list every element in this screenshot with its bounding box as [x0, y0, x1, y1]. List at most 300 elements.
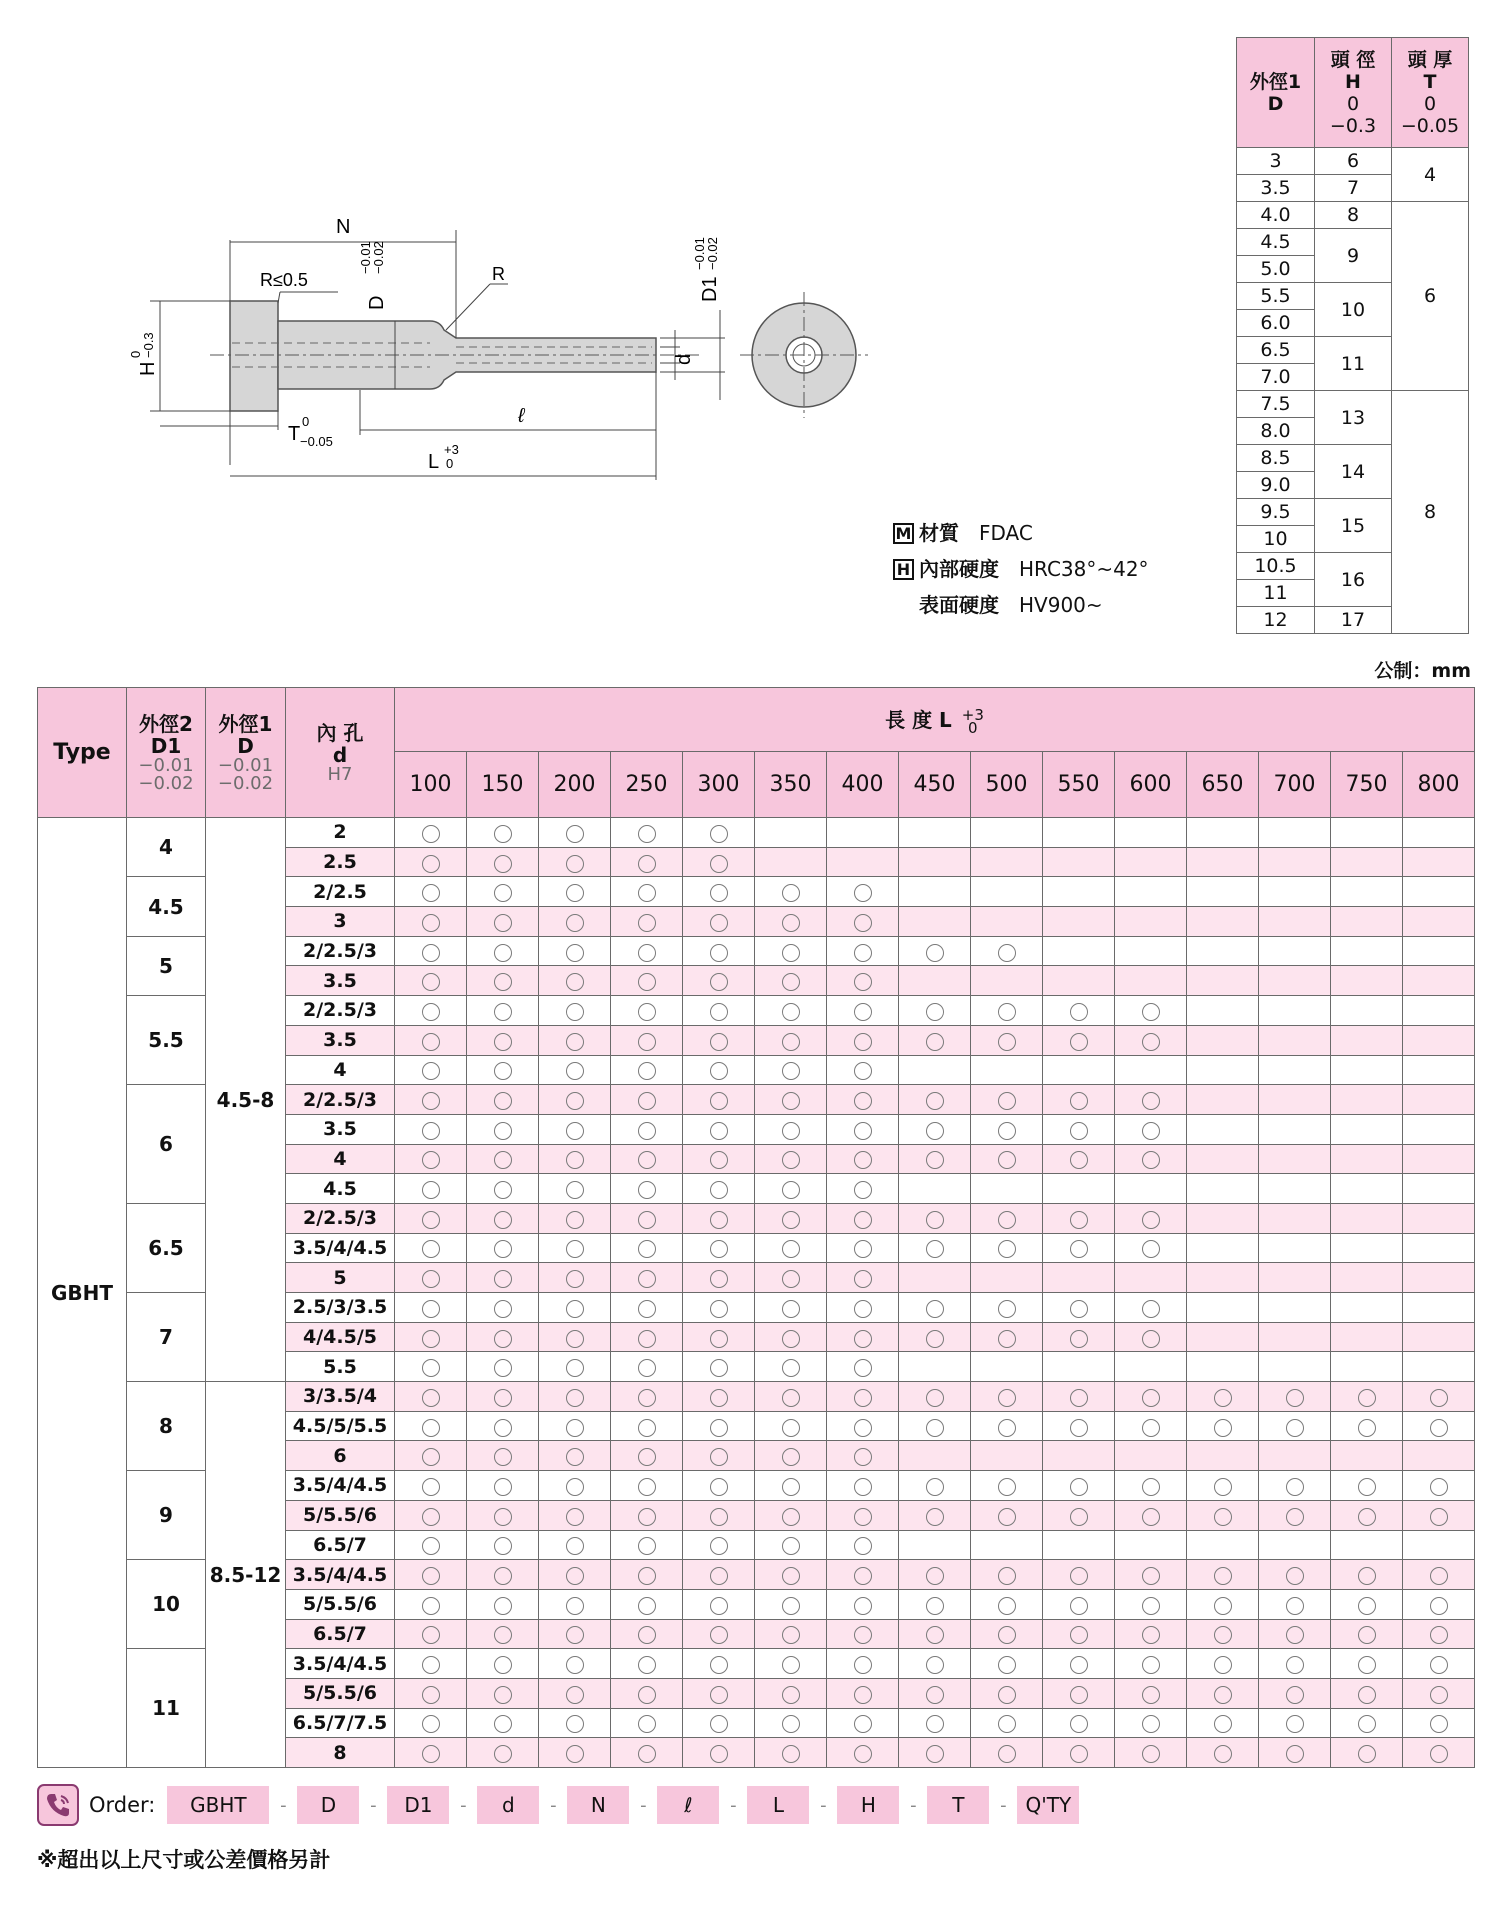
available-mark — [998, 944, 1016, 962]
availability-cell — [1115, 1560, 1187, 1590]
available-mark — [1142, 1211, 1160, 1229]
available-mark — [782, 1567, 800, 1585]
available-mark — [998, 1419, 1016, 1437]
availability-cell — [1259, 1678, 1331, 1708]
availability-cell — [467, 1708, 539, 1738]
availability-cell — [971, 818, 1043, 848]
hole-d-cell: 8 — [286, 1738, 395, 1768]
availability-cell — [1187, 966, 1259, 996]
availability-cell — [1115, 877, 1187, 907]
availability-cell — [1331, 877, 1403, 907]
availability-cell — [395, 907, 467, 937]
available-mark — [566, 1419, 584, 1437]
available-mark — [1214, 1656, 1232, 1674]
available-mark — [566, 1122, 584, 1140]
available-mark — [566, 1003, 584, 1021]
availability-cell — [611, 1233, 683, 1263]
availability-cell — [539, 1649, 611, 1679]
head-d-cell: 8.5 — [1237, 445, 1315, 472]
col-d1: 外徑2 D1 −0.01 −0.02 — [127, 688, 206, 818]
availability-cell — [1331, 1411, 1403, 1441]
available-mark — [1358, 1745, 1376, 1763]
availability-cell — [1403, 996, 1475, 1026]
availability-cell — [611, 1411, 683, 1441]
available-mark — [566, 1300, 584, 1318]
availability-cell — [1403, 1500, 1475, 1530]
availability-cell — [395, 1500, 467, 1530]
order-separator: - — [820, 1794, 827, 1816]
availability-cell — [1331, 1471, 1403, 1501]
available-mark — [1286, 1686, 1304, 1704]
hardness-label: 內部硬度 — [919, 557, 999, 581]
availability-cell — [611, 907, 683, 937]
availability-cell — [467, 1382, 539, 1412]
head-d-cell: 5.0 — [1237, 256, 1315, 283]
availability-cell — [1331, 1589, 1403, 1619]
availability-cell — [827, 1263, 899, 1293]
availability-cell — [1259, 907, 1331, 937]
dim-d-tol-bot: −0.02 — [371, 241, 386, 274]
available-mark — [1430, 1656, 1448, 1674]
available-mark — [1286, 1419, 1304, 1437]
available-mark — [854, 1745, 872, 1763]
available-mark — [1286, 1656, 1304, 1674]
availability-cell — [755, 818, 827, 848]
available-mark — [422, 1092, 440, 1110]
availability-cell — [971, 1649, 1043, 1679]
order-field: T — [927, 1786, 989, 1824]
available-mark — [1142, 1240, 1160, 1258]
available-mark — [638, 1389, 656, 1407]
availability-cell — [1115, 1263, 1187, 1293]
hole-d-cell: 4.5/5/5.5 — [286, 1411, 395, 1441]
order-field: H — [837, 1786, 899, 1824]
available-mark — [638, 1508, 656, 1526]
availability-cell — [899, 1025, 971, 1055]
availability-cell — [899, 1322, 971, 1352]
availability-cell — [755, 966, 827, 996]
availability-cell — [1403, 1382, 1475, 1412]
available-mark — [422, 884, 440, 902]
hardness-value: HRC38°~42° — [1019, 557, 1149, 581]
availability-cell — [1403, 1738, 1475, 1768]
available-mark — [1070, 1656, 1088, 1674]
order-field: D1 — [387, 1786, 449, 1824]
available-mark — [638, 1419, 656, 1437]
head-d-cell: 7.0 — [1237, 364, 1315, 391]
availability-cell — [683, 877, 755, 907]
order-field: ℓ — [657, 1786, 719, 1824]
availability-cell — [395, 1263, 467, 1293]
table-row — [38, 818, 1475, 848]
available-mark — [494, 1626, 512, 1644]
d1-cell: 5.5 — [127, 996, 206, 1085]
available-mark — [638, 1270, 656, 1288]
availability-cell — [1187, 996, 1259, 1026]
availability-cell — [827, 1560, 899, 1590]
available-mark — [1142, 1003, 1160, 1021]
available-mark — [494, 1330, 512, 1348]
available-mark — [710, 1597, 728, 1615]
availability-cell — [971, 1471, 1043, 1501]
availability-cell — [755, 936, 827, 966]
availability-cell — [1043, 877, 1115, 907]
availability-cell — [899, 1352, 971, 1382]
available-mark — [710, 1745, 728, 1763]
dim-h-tol-top: 0 — [128, 350, 143, 358]
availability-cell — [1043, 847, 1115, 877]
availability-cell — [1043, 907, 1115, 937]
available-mark — [422, 1062, 440, 1080]
hole-d-cell: 4.5 — [286, 1174, 395, 1204]
available-mark — [854, 1656, 872, 1674]
availability-cell — [827, 1382, 899, 1412]
available-mark — [926, 1656, 944, 1674]
hole-d-cell: 3.5/4/4.5 — [286, 1649, 395, 1679]
head-d-cell: 6.5 — [1237, 337, 1315, 364]
order-separator: - — [370, 1794, 377, 1816]
available-mark — [710, 1240, 728, 1258]
availability-cell — [1043, 1203, 1115, 1233]
head-col-h: 頭 徑 H 0 −0.3 — [1315, 38, 1392, 148]
available-mark — [494, 1092, 512, 1110]
available-mark — [1142, 1656, 1160, 1674]
availability-cell — [899, 1085, 971, 1115]
availability-cell — [539, 1293, 611, 1323]
available-mark — [494, 973, 512, 991]
order-code-bar — [37, 1783, 1079, 1827]
available-mark — [1070, 1092, 1088, 1110]
availability-cell — [971, 1322, 1043, 1352]
available-mark — [782, 1092, 800, 1110]
availability-cell — [899, 1589, 971, 1619]
availability-cell — [539, 1411, 611, 1441]
available-mark — [926, 1508, 944, 1526]
availability-cell — [539, 1589, 611, 1619]
available-mark — [1430, 1419, 1448, 1437]
available-mark — [1358, 1656, 1376, 1674]
availability-cell — [1043, 1352, 1115, 1382]
available-mark — [638, 1033, 656, 1051]
available-mark — [566, 1359, 584, 1377]
available-mark — [566, 1211, 584, 1229]
available-mark — [494, 1537, 512, 1555]
availability-cell — [899, 936, 971, 966]
available-mark — [1142, 1686, 1160, 1704]
available-mark — [422, 1567, 440, 1585]
available-mark — [422, 1300, 440, 1318]
available-mark — [638, 914, 656, 932]
availability-cell — [1187, 818, 1259, 848]
availability-cell — [1403, 1708, 1475, 1738]
available-mark — [1142, 1151, 1160, 1169]
available-mark — [1070, 1033, 1088, 1051]
availability-cell — [683, 1055, 755, 1085]
availability-cell — [1403, 1174, 1475, 1204]
available-mark — [1070, 1300, 1088, 1318]
availability-cell — [827, 1322, 899, 1352]
availability-cell — [1115, 1411, 1187, 1441]
order-separator: - — [1000, 1794, 1007, 1816]
availability-cell — [467, 1114, 539, 1144]
length-header-650: 650 — [1187, 752, 1259, 818]
availability-cell — [1259, 1382, 1331, 1412]
availability-cell — [539, 1500, 611, 1530]
availability-cell — [971, 1085, 1043, 1115]
availability-cell — [467, 1352, 539, 1382]
availability-cell — [1115, 1352, 1187, 1382]
availability-cell — [1043, 1144, 1115, 1174]
availability-cell — [683, 847, 755, 877]
availability-cell — [899, 1708, 971, 1738]
available-mark — [782, 1122, 800, 1140]
availability-cell — [1115, 907, 1187, 937]
availability-cell — [683, 996, 755, 1026]
head-d-cell: 9.0 — [1237, 472, 1315, 499]
available-mark — [1358, 1686, 1376, 1704]
availability-cell — [827, 1144, 899, 1174]
available-mark — [422, 973, 440, 991]
availability-cell — [755, 1263, 827, 1293]
available-mark — [1358, 1715, 1376, 1733]
availability-cell — [827, 1233, 899, 1263]
length-header-500: 500 — [971, 752, 1043, 818]
available-mark — [422, 1537, 440, 1555]
available-mark — [1214, 1478, 1232, 1496]
available-mark — [1070, 1715, 1088, 1733]
availability-cell — [683, 1649, 755, 1679]
availability-cell — [971, 1293, 1043, 1323]
available-mark — [782, 1151, 800, 1169]
availability-cell — [1043, 1738, 1115, 1768]
available-mark — [1286, 1626, 1304, 1644]
head-h-cell: 11 — [1315, 337, 1392, 391]
availability-cell — [1187, 1441, 1259, 1471]
hardness-row — [893, 551, 1149, 587]
availability-cell — [467, 1471, 539, 1501]
availability-cell — [1259, 1530, 1331, 1560]
hole-d-cell: 4/4.5/5 — [286, 1322, 395, 1352]
available-mark — [638, 1656, 656, 1674]
available-mark — [998, 1330, 1016, 1348]
available-mark — [782, 1537, 800, 1555]
available-mark — [782, 884, 800, 902]
available-mark — [422, 1715, 440, 1733]
available-mark — [494, 1122, 512, 1140]
availability-cell — [1187, 1144, 1259, 1174]
availability-cell — [683, 1500, 755, 1530]
dim-h-tol-bot: −0.3 — [141, 332, 156, 358]
head-d-cell: 3 — [1237, 148, 1315, 175]
available-mark — [566, 1656, 584, 1674]
available-mark — [1142, 1478, 1160, 1496]
available-mark — [494, 1033, 512, 1051]
availability-cell — [539, 1738, 611, 1768]
available-mark — [782, 1181, 800, 1199]
available-mark — [638, 1597, 656, 1615]
available-mark — [566, 1745, 584, 1763]
availability-cell — [1043, 1708, 1115, 1738]
availability-cell — [827, 1738, 899, 1768]
availability-cell — [1403, 1471, 1475, 1501]
availability-cell — [1403, 1085, 1475, 1115]
available-mark — [566, 1062, 584, 1080]
head-dimension-table — [1236, 37, 1469, 634]
available-mark — [494, 1181, 512, 1199]
availability-cell — [755, 1322, 827, 1352]
availability-cell — [1187, 847, 1259, 877]
availability-cell — [1115, 818, 1187, 848]
availability-cell — [1259, 1233, 1331, 1263]
availability-cell — [827, 1203, 899, 1233]
available-mark — [854, 1478, 872, 1496]
available-mark — [926, 1330, 944, 1348]
availability-cell — [683, 1263, 755, 1293]
availability-cell — [683, 1174, 755, 1204]
availability-cell — [467, 1411, 539, 1441]
availability-cell — [611, 1471, 683, 1501]
availability-cell — [683, 907, 755, 937]
available-mark — [638, 1062, 656, 1080]
availability-cell — [1043, 1441, 1115, 1471]
available-mark — [926, 1122, 944, 1140]
length-header-350: 350 — [755, 752, 827, 818]
availability-cell — [1259, 1263, 1331, 1293]
availability-cell — [539, 1055, 611, 1085]
availability-cell — [1043, 1619, 1115, 1649]
availability-cell — [971, 1678, 1043, 1708]
availability-cell — [683, 1144, 755, 1174]
availability-cell — [1331, 1114, 1403, 1144]
d-range-cell: 8.5-12 — [206, 1382, 286, 1768]
availability-cell — [611, 1500, 683, 1530]
availability-cell — [1115, 1144, 1187, 1174]
available-mark — [566, 1330, 584, 1348]
dim-L-label: L — [428, 451, 440, 473]
head-table-row — [1237, 202, 1469, 229]
availability-cell — [1187, 1678, 1259, 1708]
availability-cell — [1403, 818, 1475, 848]
availability-cell — [1331, 1293, 1403, 1323]
availability-cell — [899, 1530, 971, 1560]
available-mark — [566, 1092, 584, 1110]
availability-cell — [1043, 1055, 1115, 1085]
dim-d-label: D — [366, 295, 388, 310]
availability-cell — [1259, 1649, 1331, 1679]
availability-cell — [611, 1738, 683, 1768]
hole-d-cell: 5/5.5/6 — [286, 1500, 395, 1530]
available-mark — [1142, 1715, 1160, 1733]
available-mark — [998, 1003, 1016, 1021]
available-mark — [926, 1092, 944, 1110]
available-mark — [1214, 1419, 1232, 1437]
availability-cell — [755, 1293, 827, 1323]
available-mark — [422, 914, 440, 932]
availability-cell — [755, 1500, 827, 1530]
availability-cell — [1187, 1708, 1259, 1738]
availability-cell — [971, 1025, 1043, 1055]
availability-cell — [827, 1619, 899, 1649]
head-d-cell: 11 — [1237, 580, 1315, 607]
availability-cell — [755, 1055, 827, 1085]
availability-cell — [1403, 1293, 1475, 1323]
availability-cell — [1259, 1293, 1331, 1323]
dim-n-label: N — [336, 216, 351, 238]
availability-cell — [611, 936, 683, 966]
head-d-cell: 9.5 — [1237, 499, 1315, 526]
available-mark — [566, 1715, 584, 1733]
available-mark — [854, 1715, 872, 1733]
available-mark — [926, 1597, 944, 1615]
hole-d-cell: 5/5.5/6 — [286, 1678, 395, 1708]
availability-cell — [971, 1174, 1043, 1204]
available-mark — [566, 1181, 584, 1199]
availability-cell — [467, 996, 539, 1026]
available-mark — [422, 1745, 440, 1763]
available-mark — [566, 1270, 584, 1288]
hole-d-cell: 2/2.5/3 — [286, 1085, 395, 1115]
availability-cell — [1331, 996, 1403, 1026]
availability-cell — [467, 1174, 539, 1204]
availability-cell — [899, 996, 971, 1026]
availability-cell — [971, 1055, 1043, 1085]
availability-cell — [1259, 1619, 1331, 1649]
availability-cell — [1187, 1560, 1259, 1590]
available-mark — [854, 1240, 872, 1258]
availability-cell — [395, 1589, 467, 1619]
availability-cell — [971, 847, 1043, 877]
dim-t-tol-top: 0 — [302, 414, 310, 429]
head-h-cell: 6 — [1315, 148, 1392, 175]
available-mark — [926, 1686, 944, 1704]
availability-cell — [1043, 1530, 1115, 1560]
available-mark — [1358, 1389, 1376, 1407]
availability-cell — [539, 1352, 611, 1382]
d1-cell: 6 — [127, 1085, 206, 1204]
availability-cell — [611, 1085, 683, 1115]
availability-cell — [1259, 847, 1331, 877]
available-mark — [1214, 1389, 1232, 1407]
availability-cell — [1259, 1025, 1331, 1055]
available-mark — [1070, 1151, 1088, 1169]
pin-head — [230, 301, 278, 411]
available-mark — [854, 914, 872, 932]
availability-cell — [899, 1471, 971, 1501]
availability-cell — [467, 1025, 539, 1055]
availability-cell — [539, 1471, 611, 1501]
availability-cell — [1331, 1174, 1403, 1204]
availability-cell — [683, 1114, 755, 1144]
length-header-250: 250 — [611, 752, 683, 818]
available-mark — [998, 1686, 1016, 1704]
availability-cell — [683, 966, 755, 996]
available-mark — [710, 1686, 728, 1704]
availability-cell — [1259, 1500, 1331, 1530]
availability-cell — [1331, 818, 1403, 848]
availability-cell — [683, 1678, 755, 1708]
availability-cell — [1115, 1619, 1187, 1649]
availability-cell — [395, 1441, 467, 1471]
available-mark — [1142, 1389, 1160, 1407]
availability-cell — [1331, 1025, 1403, 1055]
available-mark — [926, 1715, 944, 1733]
order-field: L — [747, 1786, 809, 1824]
availability-cell — [1043, 1025, 1115, 1055]
availability-cell — [1331, 1322, 1403, 1352]
available-mark — [1430, 1715, 1448, 1733]
availability-cell — [683, 1293, 755, 1323]
availability-cell — [1331, 847, 1403, 877]
